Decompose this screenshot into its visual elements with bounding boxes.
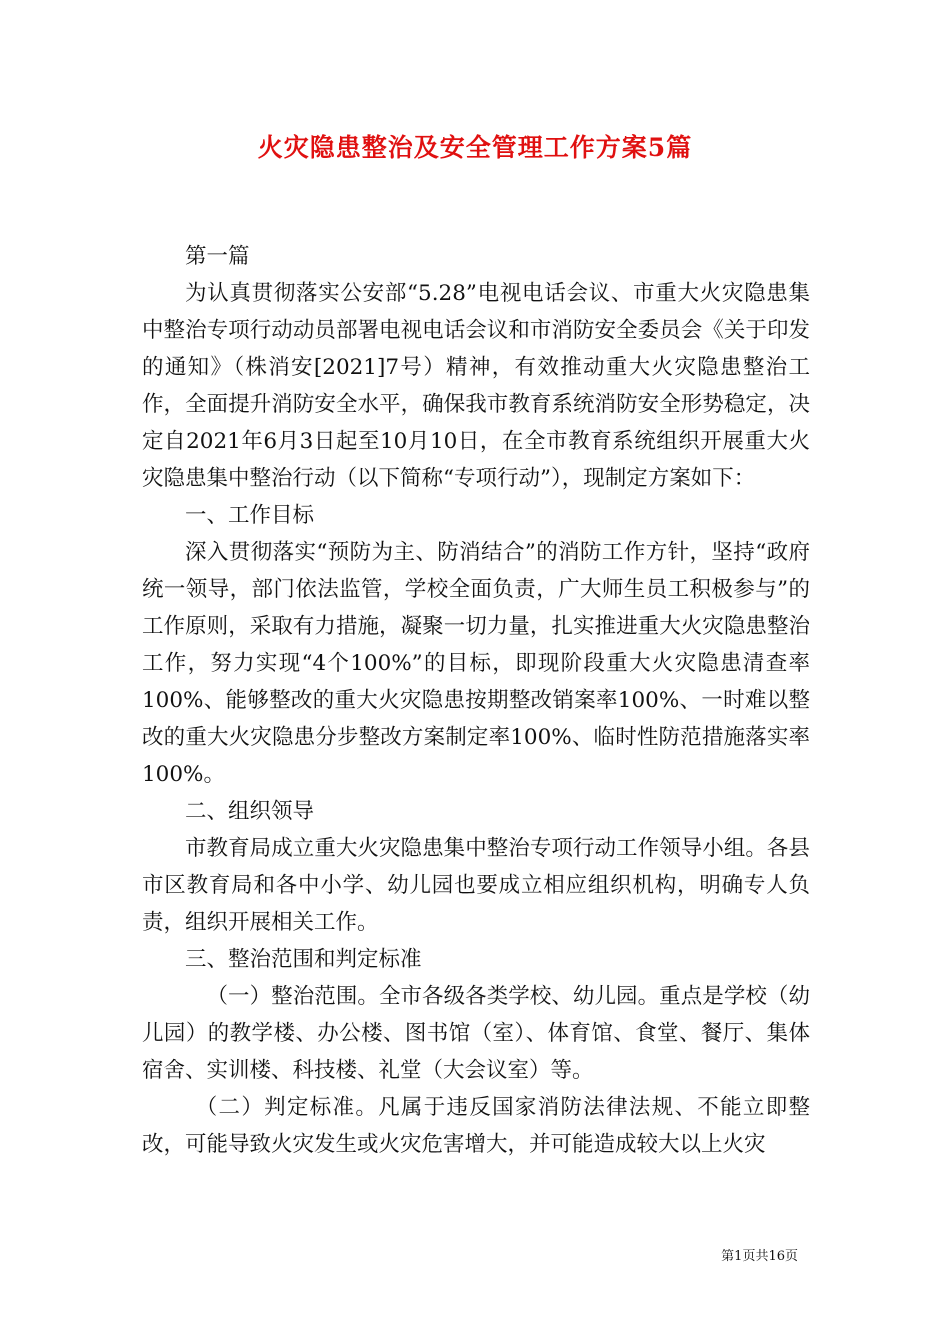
section-heading-goals: 一、工作目标 xyxy=(185,503,315,528)
scope-paragraph: （一）整治范围。全市各级各类学校、幼儿园。重点是学校（幼儿园）的教学楼、办公楼、图书馆（室）、体育馆、食堂、餐厅、集体宿舍、实训楼、科技楼、礼堂（大会议室）等。 xyxy=(142,984,810,1083)
goals-paragraph: 深入贯彻落实“预防为主、防消结合”的消防工作方针，坚持“政府统一领导，部门依法监管，学校全面负责，广大师生员工积极参与”的工作原则，采取有力措施，凝聚一切力量，扎实推进重大火灾隐患整治工作，努力实现“4个100%”的目标，即现阶段重大火灾隐患清查率100%、能够整改的重大火灾隐患按期整改销案率100%、一时难以整改的重大火灾隐患分步整改方案制定率100%、临时性防范措施落实率100%。 xyxy=(142,540,810,787)
section-heading-leadership: 二、组织领导 xyxy=(185,799,315,824)
page-number: 第1页共16页 xyxy=(721,1249,798,1264)
leadership-paragraph: 市教育局成立重大火灾隐患集中整治专项行动工作领导小组。各县市区教育局和各中小学、幼儿园也要成立相应组织机构，明确专人负责，组织开展相关工作。 xyxy=(142,836,810,935)
section-heading-scope: 三、整治范围和判定标准 xyxy=(185,947,422,972)
intro-paragraph: 为认真贯彻落实公安部“5.28”电视电话会议、市重大火灾隐患集中整治专项行动动员部署电视电话会议和市消防安全委员会《关于印发的通知》（株消安[2021]7号）精神，有效推动重大火灾隐患整治工作，全面提升消防安全水平，确保我市教育系统消防安全形势稳定，决定自2021年6月3日起至10月10日，在全市教育系统组织开展重大火灾隐患集中整治行动（以下简称“专项行动”），现制定方案如下： xyxy=(142,281,810,491)
section-heading-part-one: 第一篇 xyxy=(185,244,250,269)
criteria-paragraph: （二）判定标准。凡属于违反国家消防法律法规、不能立即整改，可能导致火灾发生或火灾危害增大，并可能造成较大以上火灾 xyxy=(142,1095,810,1157)
document-title: 火灾隐患整治及安全管理工作方案5篇 xyxy=(257,133,693,162)
document-body xyxy=(142,238,810,1163)
